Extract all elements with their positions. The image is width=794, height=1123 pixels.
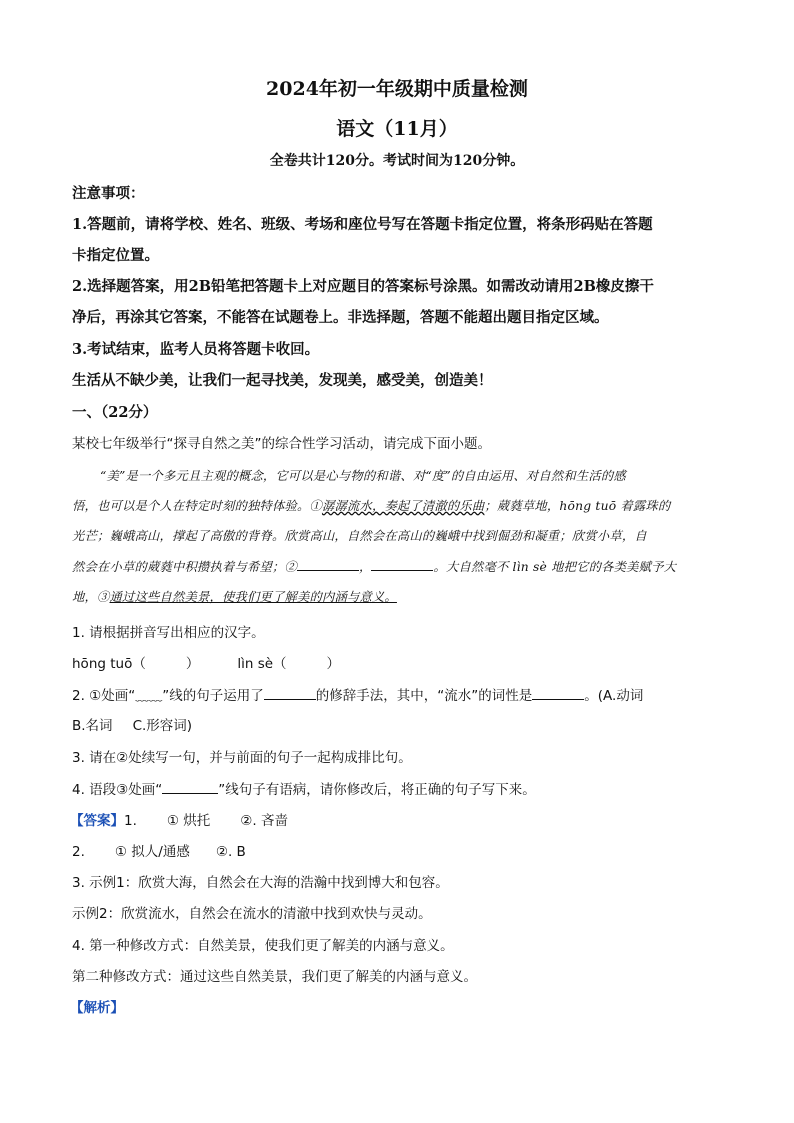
note-item-3: 3.考试结束，监考人员将答题卡收回。 <box>72 341 320 358</box>
fill-blank[interactable] <box>371 558 433 571</box>
underlined-sentence: 通过这些自然美景，使我们更了解美的内涵与意义。 <box>109 590 397 604</box>
question-text: 2. ①处画“ <box>72 688 136 704</box>
question-text: 。(A.动词 <box>584 688 644 704</box>
question-text: ”线的句子运用了 <box>162 688 264 704</box>
exam-info: 全卷共计120分。考试时间为120分钟。 <box>269 153 525 169</box>
notes-heading: 注意事项： <box>72 185 145 202</box>
answer-item: ②. B <box>215 844 246 860</box>
passage-line-1: “美”是一个多元且主观的概念，它可以是心与物的和谐、对“度”的自由运用、对自然和生活的感 <box>100 469 626 483</box>
answer-label: 【答案】 <box>70 813 124 829</box>
passage-text: ；葳蕤草地，hōng tuō 着露珠的 <box>484 499 671 513</box>
passage-text: 地，③ <box>72 590 110 604</box>
answer-num: 1. <box>124 813 137 829</box>
passage-text: 。大自然毫不 lìn sè 地把它的各类美赋予大 <box>433 560 677 574</box>
answer-3-example-2: 示例2：欣赏流水，自然会在流水的清澈中找到欢快与灵动。 <box>72 906 432 922</box>
analysis-label: 【解析】 <box>70 1000 124 1016</box>
section-heading: 一、（22分） <box>72 404 158 421</box>
option-b: B.名词 <box>72 718 113 734</box>
page-title: 2024年初一年级期中质量检测 <box>266 78 528 100</box>
question-4 <box>72 778 722 798</box>
answer-4-method-2: 第二种修改方式：通过这些自然美景，我们更了解美的内涵与意义。 <box>72 969 477 985</box>
passage-line-2 <box>72 496 722 514</box>
pinyin-prompt: lìn sè（ <box>237 656 287 672</box>
passage-text: 悟，也可以是个人在特定时刻的独特体验。① <box>72 499 322 513</box>
answer-item: ① 烘托 <box>166 813 211 829</box>
question-text: ”线句子有语病，请你修改后，将正确的句子写下来。 <box>218 782 536 798</box>
answer-item: ① 拟人/通感 <box>114 844 190 860</box>
answer-item: ②. 吝啬 <box>240 813 288 829</box>
question-1: 1. 请根据拼音写出相应的汉字。 <box>72 625 265 641</box>
note-item-2a: 2.选择题答案，用2B铅笔把答题卡上对应题目的答案标号涂黑。如需改动请用2B橡皮擦干 <box>72 278 654 295</box>
section-intro: 某校七年级举行“探寻自然之美”的综合性学习活动，请完成下面小题。 <box>72 436 491 452</box>
passage-line-4 <box>72 557 722 575</box>
note-item-1b: 卡指定位置。 <box>72 247 159 264</box>
bracket: ） <box>326 656 341 672</box>
passage-line-5 <box>72 587 722 605</box>
passage-line-3: 光芒；巍峨高山，撑起了高傲的背脊。欣赏高山，自然会在高山的巍峨中找到倔劲和凝重；欣赏小草，自 <box>72 529 647 543</box>
page-subtitle: 语文（11月） <box>336 118 458 140</box>
fill-blank[interactable] <box>297 558 359 571</box>
question-text: 的修辞手法，其中，“流水”的词性是 <box>315 688 533 704</box>
answer-num: 2. <box>72 844 85 860</box>
answer-3-example-1: 3. 示例1：欣赏大海，自然会在大海的浩瀚中找到博大和包容。 <box>72 875 449 891</box>
passage-text: 然会在小草的葳蕤中积攒执着与希望；② <box>72 560 297 574</box>
question-1-pinyin <box>72 652 722 672</box>
question-2 <box>72 684 722 704</box>
note-item-1a: 1.答题前，请将学校、姓名、班级、考场和座位号写在答题卡指定位置，将条形码贴在答题 <box>72 216 653 233</box>
question-text: 4. 语段③处画“ <box>72 782 163 798</box>
pinyin-prompt: hōng tuō（ <box>72 656 146 672</box>
answer-line-1 <box>70 809 722 829</box>
fill-blank[interactable] <box>532 687 584 700</box>
note-item-2b: 净后，再涂其它答案，不能答在试题卷上。非选择题，答题不能超出题目指定区域。 <box>72 309 609 326</box>
question-3: 3. 请在②处续写一句，并与前面的句子一起构成排比句。 <box>72 750 412 766</box>
underline-mark <box>162 781 218 794</box>
passage-text: ， <box>358 560 372 574</box>
answer-line-2 <box>72 840 722 860</box>
option-c: C.形容词) <box>132 718 193 734</box>
wavy-mark: ﹏﹏ <box>135 688 163 704</box>
question-2-options <box>72 714 722 734</box>
motto: 生活从不缺少美，让我们一起寻找美，发现美，感受美，创造美！ <box>72 372 493 389</box>
bracket: ） <box>185 656 200 672</box>
wavy-sentence: 潺潺流水，奏起了清澈的乐曲 <box>321 499 485 513</box>
answer-4-method-1: 4. 第一种修改方式：自然美景，使我们更了解美的内涵与意义。 <box>72 938 454 954</box>
fill-blank[interactable] <box>264 687 316 700</box>
